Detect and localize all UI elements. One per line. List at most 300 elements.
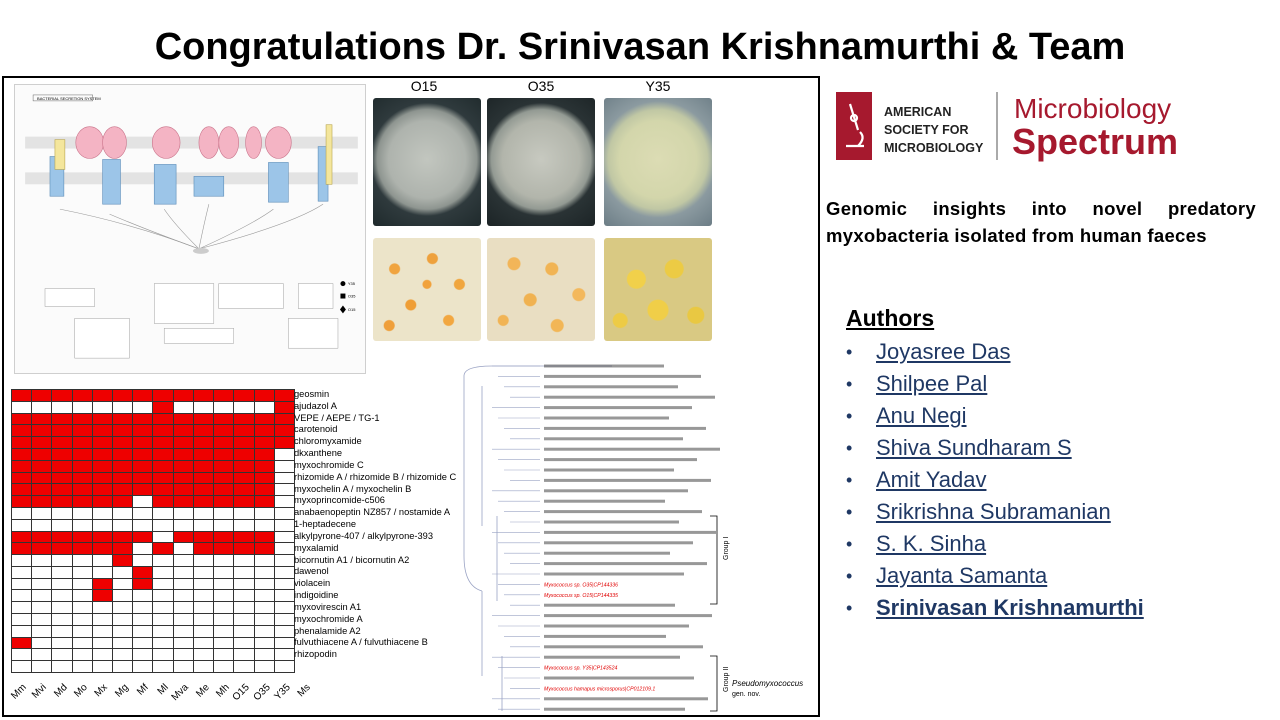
heatmap-cell [214, 579, 234, 591]
heatmap-cell [52, 520, 72, 532]
heatmap-cell [52, 567, 72, 579]
heatmap-column-label: Y35 [272, 682, 293, 703]
heatmap-cell [32, 614, 52, 626]
heatmap-cell [32, 661, 52, 673]
heatmap-cell [234, 390, 254, 402]
heatmap-cell [32, 414, 52, 426]
heatmap-cell [214, 520, 234, 532]
heatmap-cell [52, 437, 72, 449]
heatmap-cell [93, 473, 113, 485]
heatmap-cell [113, 602, 133, 614]
heatmap-cell [73, 614, 93, 626]
heatmap-cell [255, 602, 275, 614]
heatmap-cell [153, 543, 173, 555]
heatmap-cell [214, 543, 234, 555]
heatmap-row-label: myxochromide C [294, 459, 364, 470]
author-link[interactable]: Anu Negi [876, 403, 967, 428]
diagram-legend [340, 281, 356, 313]
asm-logo-block [836, 92, 872, 160]
heatmap-cell [255, 614, 275, 626]
heatmap-row-label: dkxanthene [294, 448, 343, 459]
heatmap-cell [32, 425, 52, 437]
heatmap-cell [113, 614, 133, 626]
bullet-icon: • [846, 597, 853, 618]
heatmap-cell [93, 402, 113, 414]
heatmap-cell [32, 461, 52, 473]
heatmap-cell [93, 390, 113, 402]
heatmap-cell [73, 390, 93, 402]
heatmap-cell [275, 425, 295, 437]
heatmap-cell [153, 579, 173, 591]
author-link[interactable]: Joyasree Das [876, 339, 1011, 364]
heatmap-cell [52, 414, 72, 426]
heatmap-cell [73, 555, 93, 567]
heatmap-row-label: myxochromide A [294, 613, 363, 624]
heatmap-row-label: myxovirescin A1 [294, 601, 362, 612]
heatmap-cell [133, 602, 153, 614]
heatmap-cell [113, 626, 133, 638]
heatmap-cell [52, 449, 72, 461]
heatmap-cell [275, 508, 295, 520]
heatmap-column-label: Mx [92, 682, 111, 700]
heatmap-cell [234, 638, 254, 650]
heatmap-cell [255, 496, 275, 508]
plate-label-o35: O35 [527, 78, 555, 94]
tree-leaf-label [544, 677, 694, 680]
heatmap-cell [12, 626, 32, 638]
heatmap-cell [275, 579, 295, 591]
plate-photo-o15 [373, 98, 481, 226]
heatmap-cell [174, 602, 194, 614]
heatmap-cell [113, 484, 133, 496]
heatmap-cell [275, 555, 295, 567]
plate-photo-o35 [487, 98, 595, 226]
author-link[interactable]: Jayanta Samanta [876, 563, 1048, 588]
heatmap-cell [194, 425, 214, 437]
bgc-heatmap [11, 389, 295, 673]
heatmap-cell [214, 496, 234, 508]
heatmap-column-label: Mh [214, 682, 232, 700]
author-link[interactable]: Shiva Sundharam S [876, 435, 1072, 460]
heatmap-cell [174, 520, 194, 532]
heatmap-cell [12, 579, 32, 591]
heatmap-cell [234, 543, 254, 555]
heatmap-cell [194, 649, 214, 661]
heatmap-column-label: Ml [155, 682, 171, 698]
heatmap-cell [133, 461, 153, 473]
heatmap-cell [153, 567, 173, 579]
heatmap-cell [32, 390, 52, 402]
heatmap-cell [52, 661, 72, 673]
heatmap-cell [275, 532, 295, 544]
heatmap-cell [275, 543, 295, 555]
heatmap-cell [174, 661, 194, 673]
heatmap-cell [153, 649, 173, 661]
heatmap-cell [275, 402, 295, 414]
heatmap-cell [93, 661, 113, 673]
authors-heading: Authors [846, 305, 935, 331]
heatmap-cell [234, 508, 254, 520]
heatmap-cell [275, 661, 295, 673]
heatmap-cell [73, 590, 93, 602]
heatmap-cell [234, 590, 254, 602]
heatmap-row-label: carotenoid [294, 424, 338, 435]
heatmap-cell [93, 484, 113, 496]
authors-list [846, 336, 1144, 624]
tree-leaf-label [544, 604, 675, 607]
heatmap-cell [113, 390, 133, 402]
heatmap-row-label: alkylpyrone-407 / alkylpyrone-393 [294, 530, 434, 541]
inner-membrane [25, 172, 358, 184]
tree-leaves [492, 365, 720, 711]
heatmap-cell [12, 402, 32, 414]
heatmap-cell [255, 402, 275, 414]
heatmap-cell [32, 649, 52, 661]
heatmap-row-label: rhizomide A / rhizomide B / rhizomide C [294, 471, 457, 482]
heatmap-cell [214, 437, 234, 449]
heatmap-cell [32, 532, 52, 544]
heatmap-cell [32, 626, 52, 638]
heatmap-cell [153, 496, 173, 508]
heatmap-cell [93, 532, 113, 544]
heatmap-cell [12, 649, 32, 661]
author-item [846, 336, 1144, 368]
journal-logo [836, 88, 1246, 164]
heatmap-cell [275, 437, 295, 449]
heatmap-cell [133, 543, 153, 555]
heatmap-cell [255, 661, 275, 673]
heatmap-cell [194, 590, 214, 602]
heatmap-cell [174, 414, 194, 426]
heatmap-cell [12, 390, 32, 402]
heatmap-cell [12, 661, 32, 673]
heatmap-cell [133, 402, 153, 414]
heatmap-cell [113, 414, 133, 426]
heatmap-cell [52, 532, 72, 544]
heatmap-cell [12, 437, 32, 449]
heatmap-cell [255, 532, 275, 544]
heatmap-cell [93, 414, 113, 426]
heatmap-cell [234, 496, 254, 508]
heatmap-cell [255, 567, 275, 579]
heatmap-cell [113, 661, 133, 673]
heatmap-cell [194, 532, 214, 544]
heatmap-cell [133, 437, 153, 449]
heatmap-cell [153, 590, 173, 602]
heatmap-cell [73, 402, 93, 414]
heatmap-cell [113, 590, 133, 602]
heatmap-cell [133, 496, 153, 508]
heatmap-cell [113, 543, 133, 555]
author-link[interactable]: Srikrishna Subramanian [876, 499, 1111, 524]
plate-photo-y35 [604, 98, 712, 226]
tree-leaf-label [544, 385, 678, 388]
heatmap-cell [113, 473, 133, 485]
heatmap-cell [52, 543, 72, 555]
heatmap-cell [275, 614, 295, 626]
heatmap-cell [174, 473, 194, 485]
tree-leaf-label [544, 625, 689, 628]
heatmap-row-label: myxalamid [294, 542, 339, 553]
heatmap-cell [194, 496, 214, 508]
heatmap-cell [93, 437, 113, 449]
heatmap-cell [174, 567, 194, 579]
heatmap-cell [93, 543, 113, 555]
heatmap-cell [133, 649, 153, 661]
heatmap-cell [275, 649, 295, 661]
author-link[interactable]: Srinivasan Krishnamurthi [876, 595, 1144, 620]
heatmap-cell [93, 638, 113, 650]
author-link[interactable]: S. K. Sinha [876, 531, 987, 556]
heatmap-cell [113, 508, 133, 520]
heatmap-cell [32, 543, 52, 555]
heatmap-cell [93, 461, 113, 473]
heatmap-cell [174, 390, 194, 402]
heatmap-cell [93, 602, 113, 614]
heatmap-cell [12, 614, 32, 626]
heatmap-cell [153, 390, 173, 402]
heatmap-cell [113, 567, 133, 579]
heatmap-column-label: Ms [295, 682, 313, 700]
heatmap-cell [214, 484, 234, 496]
heatmap-cell [234, 520, 254, 532]
heatmap-cell [234, 449, 254, 461]
heatmap-column-label: Mva [170, 682, 192, 704]
heatmap-cell [73, 567, 93, 579]
heatmap-row-label: VEPE / AEPE / TG-1 [294, 412, 380, 423]
heatmap-cell [275, 484, 295, 496]
heatmap-column-label: Mm [9, 682, 29, 702]
heatmap-cell [234, 473, 254, 485]
tree-leaf-label [544, 521, 679, 524]
heatmap-cell [133, 638, 153, 650]
heatmap-cell [52, 614, 72, 626]
heatmap-cell [174, 590, 194, 602]
heatmap-cell [214, 390, 234, 402]
heatmap-row-label: geosmin [294, 389, 330, 399]
heatmap-cell [12, 602, 32, 614]
heatmap-cell [174, 626, 194, 638]
heatmap-cell [214, 638, 234, 650]
heatmap-cell [52, 425, 72, 437]
heatmap-column-label: O15 [230, 682, 253, 704]
tree-leaf-label [544, 645, 703, 648]
society-line-2: SOCIETY FOR [884, 123, 969, 137]
heatmap-cell [234, 579, 254, 591]
author-item [846, 528, 1144, 560]
svg-text:Y35: Y35 [347, 281, 355, 287]
tree-leaf-label [544, 469, 674, 472]
heatmap-cell [214, 449, 234, 461]
heatmap-cell [12, 484, 32, 496]
tree-leaf-label [544, 697, 708, 700]
heatmap-row-label: myxochelin A / myxochelin B [294, 483, 412, 494]
secretion-system-diagram [14, 84, 366, 374]
heatmap-column-label: O35 [251, 682, 273, 704]
heatmap-cell [113, 579, 133, 591]
heatmap-cell [12, 508, 32, 520]
heatmap-cell [234, 626, 254, 638]
heatmap-cell [133, 567, 153, 579]
heatmap-cell [255, 638, 275, 650]
heatmap-cell [153, 638, 173, 650]
heatmap-cell [12, 555, 32, 567]
author-link[interactable]: Shilpee Pal [876, 371, 988, 396]
tree-leaf-label [544, 437, 683, 440]
heatmap-cell [93, 508, 113, 520]
sec-pathway-node [193, 248, 209, 254]
heatmap-cell [174, 425, 194, 437]
heatmap-column-label: Mo [72, 682, 90, 700]
svg-text:O35: O35 [347, 293, 356, 299]
heatmap-row-label: 1-heptadecene [294, 519, 357, 530]
heatmap-cell [113, 520, 133, 532]
heatmap-cell [234, 425, 254, 437]
heatmap-cell [113, 532, 133, 544]
heatmap-cell [194, 390, 214, 402]
heatmap-cell [194, 414, 214, 426]
heatmap-cell [255, 390, 275, 402]
heatmap-cell [214, 461, 234, 473]
heatmap-cell [73, 638, 93, 650]
tree-leaf-label-highlighted: Myxococcus hamapus microsporus|CP012109.1 [544, 686, 656, 693]
heatmap-cell [32, 590, 52, 602]
heatmap-cell [275, 496, 295, 508]
heatmap-cell [133, 520, 153, 532]
heatmap-cell [73, 437, 93, 449]
secretion-diagram-svg [15, 85, 365, 373]
heatmap-cell [73, 661, 93, 673]
heatmap-cell [174, 579, 194, 591]
heatmap-cell [255, 626, 275, 638]
journal-name-line1: Microbiology [1014, 93, 1172, 124]
heatmap-cell [52, 555, 72, 567]
svg-text:O15: O15 [347, 306, 356, 312]
heatmap-cell [194, 508, 214, 520]
tree-leaf-label [544, 396, 715, 399]
heatmap-cell [52, 590, 72, 602]
heatmap-cell [174, 461, 194, 473]
heatmap-cell [12, 473, 32, 485]
heatmap-cell [194, 520, 214, 532]
heatmap-cell [174, 508, 194, 520]
heatmap-cell [174, 638, 194, 650]
author-item [846, 400, 1144, 432]
heatmap-cell [133, 414, 153, 426]
colony-photo-o15 [373, 238, 481, 341]
heatmap-cell [194, 626, 214, 638]
heatmap-column-label: Mf [134, 682, 151, 698]
tree-svg [452, 356, 814, 716]
heatmap-cell [194, 437, 214, 449]
heatmap-cell [255, 414, 275, 426]
heatmap-cell [214, 555, 234, 567]
heatmap-cell [12, 567, 32, 579]
heatmap-cell [194, 638, 214, 650]
heatmap-cell [32, 449, 52, 461]
heatmap-cell [12, 425, 32, 437]
heatmap-cell [214, 661, 234, 673]
tree-leaf-label [544, 406, 692, 409]
diagram-header: BACTERIAL SECRETION SYSTEM [37, 95, 101, 101]
author-item [846, 432, 1144, 464]
group-i-label: Group I [723, 536, 730, 560]
heatmap-cell [12, 532, 32, 544]
heatmap-cell [174, 437, 194, 449]
tree-leaf-label [544, 635, 666, 638]
heatmap-cell [214, 414, 234, 426]
tree-leaf-label [544, 427, 706, 430]
heatmap-cell [153, 473, 173, 485]
heatmap-cell [133, 449, 153, 461]
heatmap-cell [255, 579, 275, 591]
heatmap-cell [52, 461, 72, 473]
journal-logo-svg [836, 88, 1246, 164]
heatmap-cell [93, 425, 113, 437]
heatmap-cell [153, 602, 173, 614]
heatmap-cell [32, 555, 52, 567]
heatmap-cell [234, 555, 254, 567]
heatmap-cell [93, 520, 113, 532]
heatmap-cell [12, 496, 32, 508]
bullet-icon: • [846, 469, 853, 490]
heatmap-cell [194, 473, 214, 485]
heatmap-column-label: Me [193, 682, 212, 700]
heatmap-cell [153, 508, 173, 520]
tree-leaf-label-highlighted: Myxococcus sp. O15|CP144335 [544, 592, 619, 599]
heatmap-cell [113, 649, 133, 661]
heatmap-cell [32, 496, 52, 508]
heatmap-cell [133, 555, 153, 567]
heatmap-cell [234, 402, 254, 414]
heatmap-cell [194, 567, 214, 579]
society-line-1: AMERICAN [884, 105, 952, 119]
tree-leaf-label [544, 708, 685, 711]
phylogenetic-tree [452, 356, 814, 716]
heatmap-cell [52, 508, 72, 520]
heatmap-row-label: dawenol [294, 566, 329, 577]
heatmap-cell [52, 484, 72, 496]
heatmap-grid [11, 389, 295, 673]
heatmap-cell [234, 614, 254, 626]
heatmap-cell [194, 461, 214, 473]
heatmap-cell [133, 579, 153, 591]
heatmap-cell [234, 484, 254, 496]
heatmap-cell [194, 661, 214, 673]
new-genus-label: Pseudomyxococcus [732, 679, 804, 688]
heatmap-cell [52, 579, 72, 591]
heatmap-cell [32, 473, 52, 485]
heatmap-row-label: rhizopodin [294, 649, 337, 660]
heatmap-cell [73, 520, 93, 532]
heatmap-cell [255, 473, 275, 485]
heatmap-cell [275, 520, 295, 532]
heatmap-cell [133, 590, 153, 602]
heatmap-cell [133, 614, 153, 626]
heatmap-cell [275, 567, 295, 579]
heatmap-cell [12, 461, 32, 473]
heatmap-cell [153, 626, 173, 638]
heatmap-cell [113, 496, 133, 508]
heatmap-cell [214, 590, 234, 602]
heatmap-cell [93, 496, 113, 508]
heatmap-cell [93, 449, 113, 461]
heatmap-cell [133, 425, 153, 437]
heatmap-cell [52, 402, 72, 414]
heatmap-cell [73, 449, 93, 461]
heatmap-cell [255, 555, 275, 567]
author-link[interactable]: Amit Yadav [876, 467, 987, 492]
